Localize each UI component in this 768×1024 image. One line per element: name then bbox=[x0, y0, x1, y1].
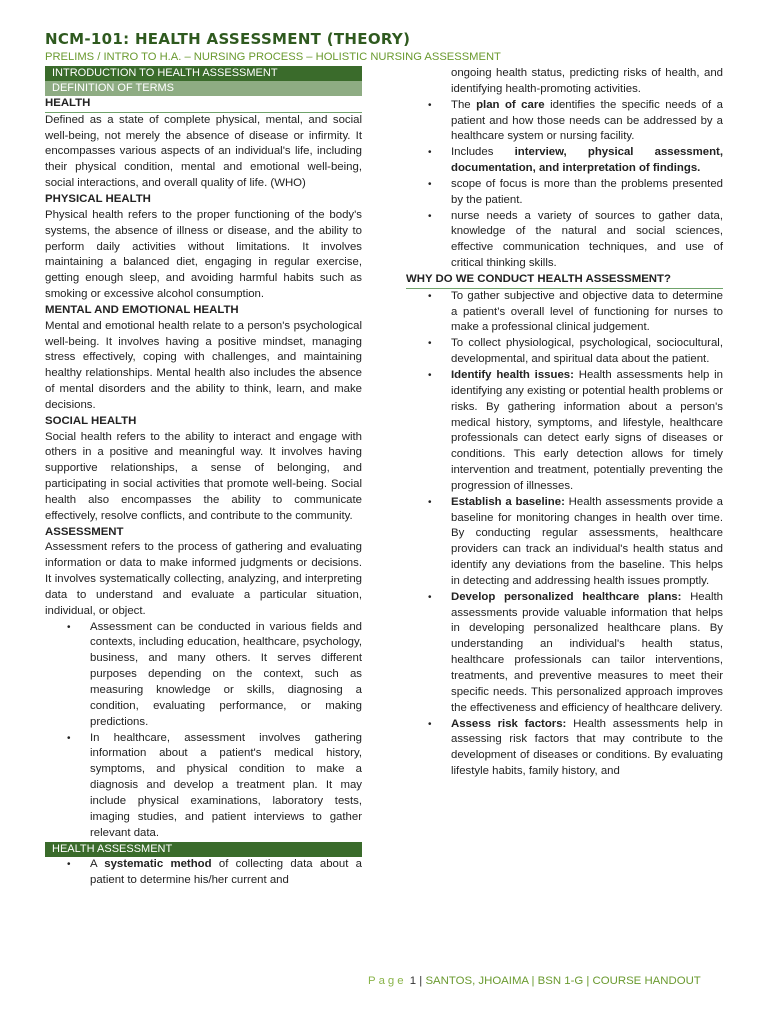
list-item bbox=[45, 731, 362, 842]
heading-assessment: ASSESSMENT bbox=[45, 525, 124, 538]
bullet-dot-icon: • bbox=[428, 178, 432, 190]
list-item-text: ongoing health status, predicting risks of health, and identifying health-promoting activities. bbox=[451, 67, 723, 95]
list-item: • Identify health issues: Health assessments help in identifying any existing or potential health problems or risks. By gathering information about a person's medical history, symptoms, and lifestyle, healthcare professionals can detect early signs of diseases or conditions. This early detection allows for timely intervention and treatment, potentially preventing the progression of illnesses. bbox=[428, 368, 723, 492]
bullet-dot-icon: • bbox=[428, 290, 432, 302]
list-item bbox=[406, 336, 723, 368]
paragraph-assessment: Assessment refers to the process of gathering and evaluating information or data to make informed judgments or decisions. It involves systematically collecting, analyzing, and interpreting data to understand and evaluate a particular situation, individual, or object. bbox=[45, 541, 362, 617]
bullet-dot-icon: • bbox=[428, 591, 432, 603]
list-item: • A systematic method of collecting data about a patient to determine his/her current and bbox=[67, 858, 362, 887]
list-item-text: nurse needs a variety of sources to gather data, knowledge of the natural and social sciences, effective communication techniques, and use of critical thinking skills. bbox=[451, 209, 723, 270]
list-item bbox=[406, 289, 723, 337]
page-label: Page bbox=[368, 975, 407, 987]
section-bar-health-assessment: HEALTH ASSESSMENT bbox=[45, 842, 362, 857]
document-title: NCM-101: HEALTH ASSESSMENT (THEORY) bbox=[45, 30, 411, 48]
bullet-dot-icon: • bbox=[67, 732, 71, 744]
footer-info: SANTOS, JHOAIMA | BSN 1-G | COURSE HANDOUT bbox=[425, 975, 701, 987]
list-item bbox=[406, 66, 723, 98]
list-item bbox=[45, 620, 362, 731]
bullet-dot-icon: • bbox=[428, 496, 432, 508]
bullet-dot-icon: • bbox=[428, 210, 432, 222]
section-bar-definitions: DEFINITION OF TERMS bbox=[45, 81, 362, 96]
list-item bbox=[406, 177, 723, 209]
assessment-bullet-list bbox=[45, 620, 362, 842]
list-item-text: Assessment can be conducted in various fields and contexts, including education, healthcare, psychology, business, and many others. It serves different purposes depending on the context, such as measuring knowledge or skills, diagnosing a condition, evaluating performance, or making predictions. bbox=[90, 620, 362, 728]
page-number: 1 bbox=[409, 975, 417, 987]
bullet-dot-icon: • bbox=[428, 718, 432, 730]
bold-term: Develop personalized healthcare plans: bbox=[451, 590, 682, 603]
heading-social-health: SOCIAL HEALTH bbox=[45, 414, 137, 427]
heading-physical-health: PHYSICAL HEALTH bbox=[45, 193, 151, 206]
list-item: • Assess risk factors: Health assessments help in assessing risk factors that may contribute to the development of diseases or conditions. By evaluating lifestyle habits, family history, and bbox=[428, 717, 723, 778]
heading-mental-health: MENTAL AND EMOTIONAL HEALTH bbox=[45, 303, 239, 316]
bold-term: systematic method bbox=[104, 858, 212, 871]
bold-term: Establish a baseline: bbox=[451, 495, 565, 508]
heading-health: HEALTH bbox=[45, 96, 362, 113]
bullet-dot-icon: • bbox=[67, 859, 71, 871]
list-item bbox=[406, 209, 723, 272]
paragraph-mental-health: Mental and emotional health relate to a person's psychological well-being. It involves having a positive mindset, managing stress effectively, coping with challenges, and maintaining healthy relationships. Mental health also includes the absence of mental disorders and the ability to think, learn, and make decisions. bbox=[45, 319, 362, 411]
list-item-text: To collect physiological, psychological, sociocultural, developmental, and spiritual data about the patient. bbox=[451, 337, 723, 366]
document-subtitle: PRELIMS / INTRO TO H.A. – NURSING PROCESS – HOLISTIC NURSING ASSESSMENT bbox=[45, 51, 501, 63]
bullet-dot-icon: • bbox=[428, 338, 432, 350]
bold-term: Identify health issues: bbox=[451, 368, 574, 381]
bold-term: interview, physical assessment, documentation, and interpretation of findings. bbox=[451, 146, 723, 175]
bullet-dot-icon: • bbox=[67, 621, 71, 633]
heading-why-assessment: WHY DO WE CONDUCT HEALTH ASSESSMENT? bbox=[406, 272, 723, 289]
bullet-dot-icon: • bbox=[428, 99, 432, 111]
bullet-dot-icon: • bbox=[428, 147, 432, 159]
paragraph-physical-health: Physical health refers to the proper functioning of the body's systems, the absence of illness or disease, and the ability to perform daily activities without limitations. It involves maintaining a balanced diet, engaging in regular exercise, getting enough sleep, and avoiding harmful habits such as smoking or excessive alcohol consumption. bbox=[45, 208, 362, 301]
health-assessment-bullet-list bbox=[45, 857, 362, 889]
paragraph-health: Defined as a state of complete physical, mental, and social well-being, not merely the absence of disease or infirmity. It encompasses various aspects of an individual's life, including their physical condition, mental and emotional well-being, social interactions, and overall quality of life. (WHO) bbox=[45, 113, 362, 190]
list-item-text: scope of focus is more than the problems presented by the patient. bbox=[451, 177, 723, 206]
bold-term: plan of care bbox=[476, 98, 545, 111]
bold-term: Assess risk factors: bbox=[451, 717, 567, 730]
list-item: • Develop personalized healthcare plans: Health assessments provide valuable information that helps in developing personalized healthcare plans. By understanding an individual's health status, healthcare professionals can tailor interventions, treatments, and preventive measures to meet their specific needs. This personalized approach improves the effectiveness and efficiency of healthcare delivery. bbox=[428, 590, 723, 714]
right-column bbox=[406, 66, 723, 780]
page-footer bbox=[368, 975, 701, 987]
list-item: • Includes interview, physical assessment, documentation, and interpretation of findings. bbox=[428, 146, 723, 175]
footer-separator: | bbox=[419, 975, 423, 987]
bullet-dot-icon: • bbox=[428, 369, 432, 381]
list-item: • Establish a baseline: Health assessments provide a baseline for monitoring changes in health over time. By conducting regular assessments, healthcare providers can track an individual's health status and identify any deviations from the baseline. This helps in detecting and addressing health issues promptly. bbox=[428, 495, 723, 587]
why-bullet-list bbox=[406, 289, 723, 780]
paragraph-social-health: Social health refers to the ability to interact and engage with others in a positive and meaningful way. It involves having supportive relationships, a sense of belonging, and participating in social activities that promote well-being. Social health also encompasses the ability to communicate effectively, resolve conflicts, and contribute to the community. bbox=[45, 430, 362, 522]
list-item: • The plan of care identifies the specific needs of a patient and how those needs can be addressed by a healthcare system or nursing facility. bbox=[428, 98, 724, 143]
list-item-text: In healthcare, assessment involves gathering information about a patient's medical history, symptoms, and physical condition to make a diagnosis and develop a treatment plan. It may include physical examinations, laboratory tests, imaging studies, and patient interviews to gather relevant data. bbox=[90, 731, 362, 839]
left-column bbox=[45, 66, 362, 889]
list-item-text: To gather subjective and objective data to determine a patient’s overall level of functioning for nurses to make a professional clinical judgement. bbox=[451, 289, 723, 334]
continued-bullet-list bbox=[406, 66, 723, 272]
section-bar-introduction: INTRODUCTION TO HEALTH ASSESSMENT bbox=[45, 66, 362, 81]
